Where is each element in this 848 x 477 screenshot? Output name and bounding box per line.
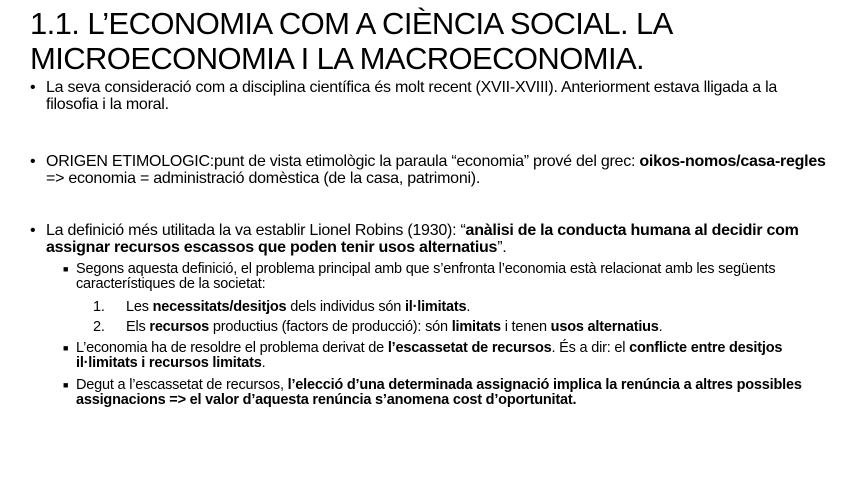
- sub-bullet-item: [63, 262, 833, 292]
- bullet-item: [30, 222, 830, 256]
- text-run: La definició més utilitada la va establir Lionel Robins (1930): “: [46, 222, 466, 239]
- square-bullet-icon: ■: [63, 343, 69, 353]
- bullet-item: [30, 79, 830, 113]
- bold-text-run: l’escassetat de recursos: [387, 340, 552, 356]
- text-run: .: [261, 355, 266, 371]
- text-run: Segons aquesta definició, el problema principal amb que s’enfronta l’economia està relacionat amb les següents característiques de la societat:: [76, 261, 776, 292]
- text-run: dels individus són: [286, 299, 405, 315]
- bold-text-run: usos alternatius: [550, 319, 659, 335]
- text-run: ”.: [497, 239, 507, 256]
- bold-text-run: l’elecció d’una determinada assignació implica la renúncia a altres possibles assignacions => el valor d’aquesta renúncia s’anomena cost d’oportunitat.: [76, 377, 802, 408]
- text-run: . És a dir: el: [551, 340, 630, 356]
- text-run: L’economia ha de resoldre el problema derivat de: [76, 340, 388, 356]
- text-run: i tenen: [500, 319, 551, 335]
- text-run: Les: [126, 299, 153, 315]
- sub-bullet-text: [76, 378, 833, 408]
- sub-bullet-text: [76, 262, 833, 292]
- bullet-dot-icon: •: [30, 222, 36, 239]
- text-run: .: [466, 299, 471, 315]
- sub-bullet-item: [63, 341, 833, 371]
- text-run: ORIGEN ETIMOLOGIC:punt de vista etimològic la paraula “economia” prové del grec:: [46, 153, 640, 170]
- bullet-text: [46, 153, 830, 187]
- bold-text-run: il·limitats: [404, 299, 467, 315]
- text-run: Degut a l’escassetat de recursos,: [76, 377, 288, 393]
- bold-text-run: oikos-nomos/casa-regles: [639, 153, 826, 170]
- numbered-text: [126, 319, 813, 335]
- bullet-dot-icon: •: [30, 153, 36, 170]
- bold-text-run: limitats: [451, 319, 501, 335]
- text-run: productius (factors de producció): són: [209, 319, 452, 335]
- numbered-text: [126, 299, 813, 315]
- bullet-text: [46, 222, 830, 256]
- item-number: 1.: [93, 299, 105, 315]
- item-number: 2.: [93, 319, 105, 335]
- sub-bullet-text: [76, 341, 833, 371]
- sub-bullet-item: [63, 378, 833, 408]
- bold-text-run: conflicte entre desitjos il·limitats i recursos limitats: [76, 340, 783, 371]
- bold-text-run: recursos: [149, 319, 210, 335]
- square-bullet-icon: ■: [63, 264, 69, 274]
- text-run: Els: [126, 319, 150, 335]
- text-run: .: [658, 319, 663, 335]
- slide-title: 1.1. L’ECONOMIA COM A CIÈNCIA SOCIAL. LA MICROECONOMIA I LA MACROECONOMIA.: [30, 6, 672, 76]
- text-run: La seva consideració com a disciplina científica és molt recent (XVII-XVIII). Anteriorment estava lligada a la filosofia i la moral.: [46, 79, 778, 113]
- numbered-item: [93, 319, 813, 335]
- bullet-dot-icon: •: [30, 79, 36, 96]
- bold-text-run: necessitats/desitjos: [152, 299, 287, 315]
- square-bullet-icon: ■: [63, 380, 69, 390]
- bullet-item: [30, 153, 830, 187]
- bold-text-run: anàlisi de la conducta humana al decidir com assignar recursos escassos que poden tenir usos alternatius: [46, 222, 799, 256]
- text-run: => economia = administració domèstica (de la casa, patrimoni).: [46, 170, 481, 187]
- numbered-item: [93, 299, 813, 315]
- bullet-text: [46, 79, 830, 113]
